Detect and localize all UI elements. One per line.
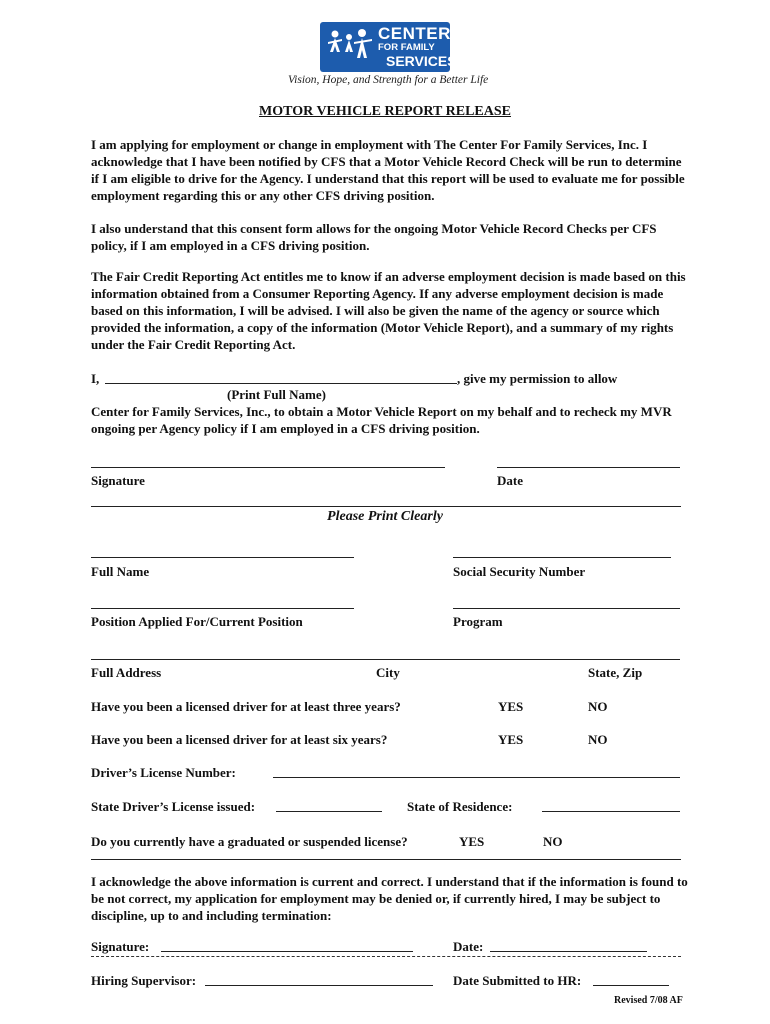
agency-logo bbox=[320, 22, 457, 72]
full-address-label: Full Address bbox=[91, 665, 162, 680]
license-number-line[interactable] bbox=[273, 777, 680, 778]
print-name-line[interactable] bbox=[105, 383, 457, 384]
date-label: Date bbox=[497, 473, 523, 488]
program-label: Program bbox=[453, 614, 503, 629]
full-name-line[interactable] bbox=[91, 557, 354, 558]
page-title: MOTOR VEHICLE REPORT RELEASE bbox=[259, 104, 511, 119]
state-residence-label: State of Residence: bbox=[407, 799, 513, 814]
license-number-label: Driver’s License Number: bbox=[91, 765, 236, 780]
section-divider-2 bbox=[91, 859, 681, 860]
full-name-label: Full Name bbox=[91, 564, 150, 579]
address-line[interactable] bbox=[91, 659, 680, 660]
state-residence-line[interactable] bbox=[542, 811, 680, 812]
logo-tagline: Vision, Hope, and Strength for a Better Life bbox=[288, 74, 489, 86]
program-line[interactable] bbox=[453, 608, 680, 609]
logo-line-for-family: FOR FAMILY bbox=[378, 42, 435, 53]
city-label: City bbox=[376, 665, 400, 680]
applicant-signature-label: Signature: bbox=[91, 939, 150, 954]
graduated-no[interactable]: NO bbox=[543, 834, 563, 849]
applicant-date-line[interactable] bbox=[490, 951, 647, 952]
state-issued-line[interactable] bbox=[276, 811, 382, 812]
applicant-signature-line[interactable] bbox=[161, 951, 413, 952]
ssn-label: Social Security Number bbox=[453, 564, 586, 579]
signature-line[interactable] bbox=[91, 467, 445, 468]
position-label: Position Applied For/Current Position bbox=[91, 614, 303, 629]
three-years-no[interactable]: NO bbox=[588, 699, 608, 714]
applicant-date-label: Date: bbox=[453, 939, 484, 954]
logo-line-services: SERVICES bbox=[386, 53, 457, 69]
print-name-caption: (Print Full Name) bbox=[227, 387, 326, 402]
hiring-supervisor-line[interactable] bbox=[205, 985, 433, 986]
please-print-heading: Please Print Clearly bbox=[327, 509, 443, 524]
section-divider bbox=[91, 506, 681, 507]
hiring-supervisor-label: Hiring Supervisor: bbox=[91, 973, 197, 988]
three-years-yes[interactable]: YES bbox=[498, 699, 524, 714]
state-issued-label: State Driver’s License issued: bbox=[91, 799, 256, 814]
consent-paragraph: I also understand that this consent form allows for the ongoing Motor Vehicle Record Checks per CFS policy, if I am employed in a CFS driving position. bbox=[91, 221, 657, 253]
date-submitted-label: Date Submitted to HR: bbox=[453, 973, 582, 988]
six-years-no[interactable]: NO bbox=[588, 732, 608, 747]
acknowledgement-paragraph: I acknowledge the above information is current and correct. I understand that if the information is found to be not correct, my application for employment may be denied or, if currently hired, I may be subject to discipline, up to and including termination: bbox=[91, 874, 688, 923]
intro-paragraph: I am applying for employment or change in employment with The Center For Family Services, Inc. I acknowledge that I have been notified by CFS that a Motor Vehicle Record Check will be run to determine if I am eligible to drive for the Agency. I understand that this report will be used to evaluate me for possible employment regarding this or any other CFS driving position. bbox=[91, 137, 685, 203]
dashed-separator bbox=[91, 956, 681, 957]
permission-suffix: , give my permission to allow bbox=[457, 371, 618, 386]
date-submitted-line[interactable] bbox=[593, 985, 669, 986]
date-line[interactable] bbox=[497, 467, 680, 468]
logo-line-center: CENTER bbox=[378, 24, 451, 43]
family-figures-icon bbox=[326, 28, 376, 68]
ssn-line[interactable] bbox=[453, 557, 671, 558]
position-line[interactable] bbox=[91, 608, 354, 609]
signature-label: Signature bbox=[91, 473, 145, 488]
permission-prefix: I, bbox=[91, 371, 100, 386]
six-years-question: Have you been a licensed driver for at least six years? bbox=[91, 732, 388, 747]
graduated-yes[interactable]: YES bbox=[459, 834, 485, 849]
state-zip-label: State, Zip bbox=[588, 665, 643, 680]
six-years-yes[interactable]: YES bbox=[498, 732, 524, 747]
permission-body: Center for Family Services, Inc., to obtain a Motor Vehicle Report on my behalf and to recheck my MVR ongoing per Agency policy if I am employed in a CFS driving position. bbox=[91, 404, 672, 436]
graduated-license-question: Do you currently have a graduated or suspended license? bbox=[91, 834, 408, 849]
revision-note: Revised 7/08 AF bbox=[614, 995, 683, 1006]
fcra-paragraph: The Fair Credit Reporting Act entitles me to know if an adverse employment decision is made based on this information obtained from a Consumer Reporting Agency. If any adverse employment decision is made based on this information, I will be advised. I will also be given the name of the agency or source which provided the information, a copy of the information (Motor Vehicle Report), and a summary of my rights under the Fair Credit Reporting Act. bbox=[91, 269, 686, 352]
three-years-question: Have you been a licensed driver for at least three years? bbox=[91, 699, 401, 714]
